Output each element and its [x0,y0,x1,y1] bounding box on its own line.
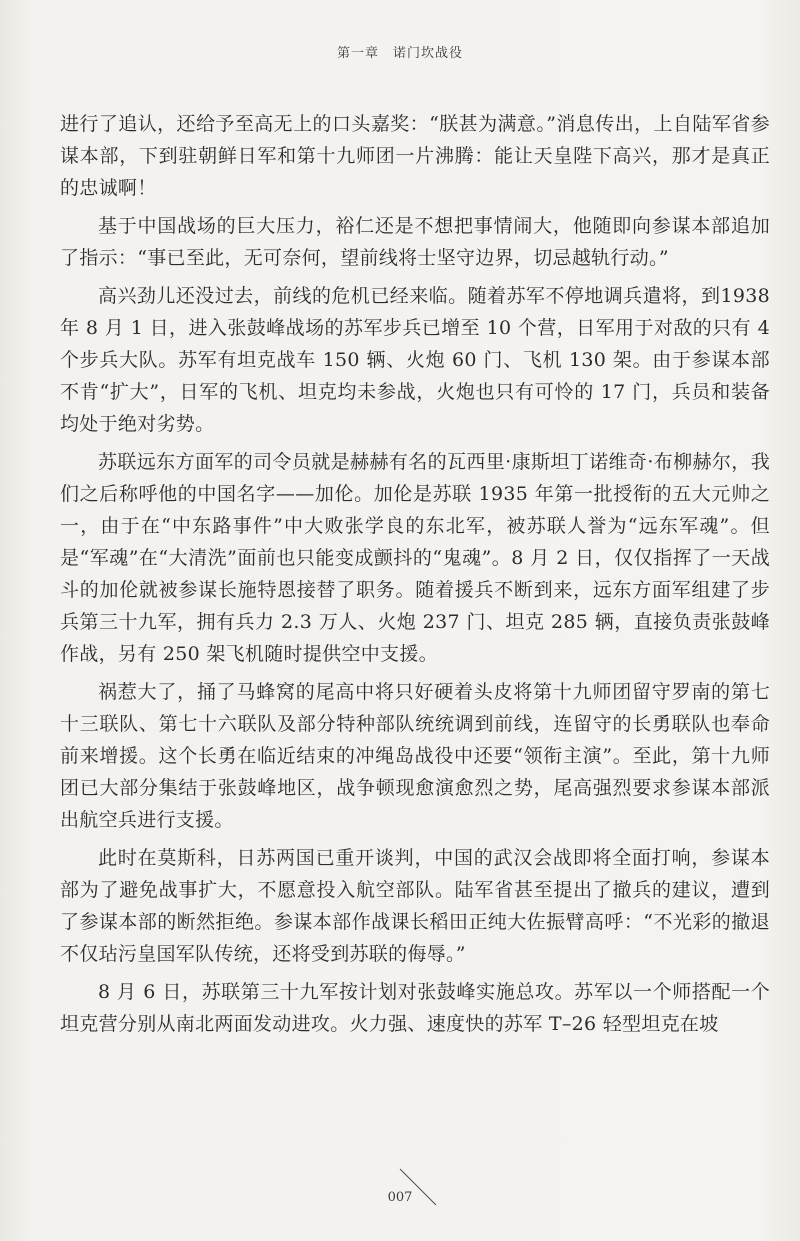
running-header: 第一章 诺门坎战役 [336,46,463,61]
paragraph: 基于中国战场的巨大压力，裕仁还是不想把事情闹大，他随即向参谋本部追加了指示：“事已至此，无可奈何，望前线将士坚守边界，切忌越轨行动。” [60,215,770,269]
paragraph: 此时在莫斯科，日苏两国已重开谈判，中国的武汉会战即将全面打响，参谋本部为了避免战事扩大，不愿意投入航空部队。陆军省甚至提出了撤兵的建议，遭到了参谋本部的断然拒绝。参谋本部作战课长稻田正纯大佐振臂高呼：“不光彩的撤退不仅玷污皇国军队传统，还将受到苏联的侮辱。” [60,847,770,965]
paragraph: 祸惹大了，捅了马蜂窝的尾高中将只好硬着头皮将第十九师团留守罗南的第七十三联队、第七十六联队及部分特种部队统统调到前线，连留守的长勇联队也奉命前来增援。这个长勇在临近结束的冲绳岛战役中还要“领衔主演”。至此，第十九师团已大部分集结于张鼓峰地区，战争顿现愈演愈烈之势，尾高强烈要求参谋本部派出航空兵进行支援。 [60,681,770,831]
paragraph: 高兴劲儿还没过去，前线的危机已经来临。随着苏军不停地调兵遣将，到1938 年 8 月 1 日，进入张鼓峰战场的苏军步兵已增至 10 个营，日军用于对敌的只有 4 个步兵大队。苏军有坦克战车 150 辆、火炮 60 门、飞机 130 架。由于参谋本部不肯“扩大”，日军的飞机、坦克均未参战，火炮也只有可怜的 17 门，兵员和装备均处于绝对劣势。 [60,285,770,435]
paragraph: 苏联远东方面军的司令员就是赫赫有名的瓦西里·康斯坦丁诺维奇·布柳赫尔，我们之后称呼他的中国名字——加伦。加伦是苏联 1935 年第一批授衔的五大元帅之一，由于在“中东路事件”中大败张学良的东北军，被苏联人誉为“远东军魂”。但是“军魂”在“大清洗”面前也只能变成颤抖的“鬼魂”。8 月 2 日，仅仅指挥了一天战斗的加伦就被参谋长施特恩接替了职务。随着援兵不断到来，远东方面军组建了步兵第三十九军，拥有兵力 2.3 万人、火炮 237 门、坦克 285 辆，直接负责张鼓峰作战，另有 250 架飞机随时提供空中支援。 [60,451,770,665]
page-number: 007 [387,1190,413,1205]
paragraph: 进行了追认，还给予至高无上的口头嘉奖：“朕甚为满意。”消息传出，上自陆军省参谋本部，下到驻朝鲜日军和第十九师团一片沸腾：能让天皇陛下高兴，那才是真正的忠诚啊！ [60,113,770,199]
body-text [60,108,770,1046]
paragraph: 8 月 6 日，苏联第三十九军按计划对张鼓峰实施总攻。苏军以一个师搭配一个坦克营分别从南北两面发动进攻。火力强、速度快的苏军 T–26 轻型坦克在坡 [60,981,770,1035]
